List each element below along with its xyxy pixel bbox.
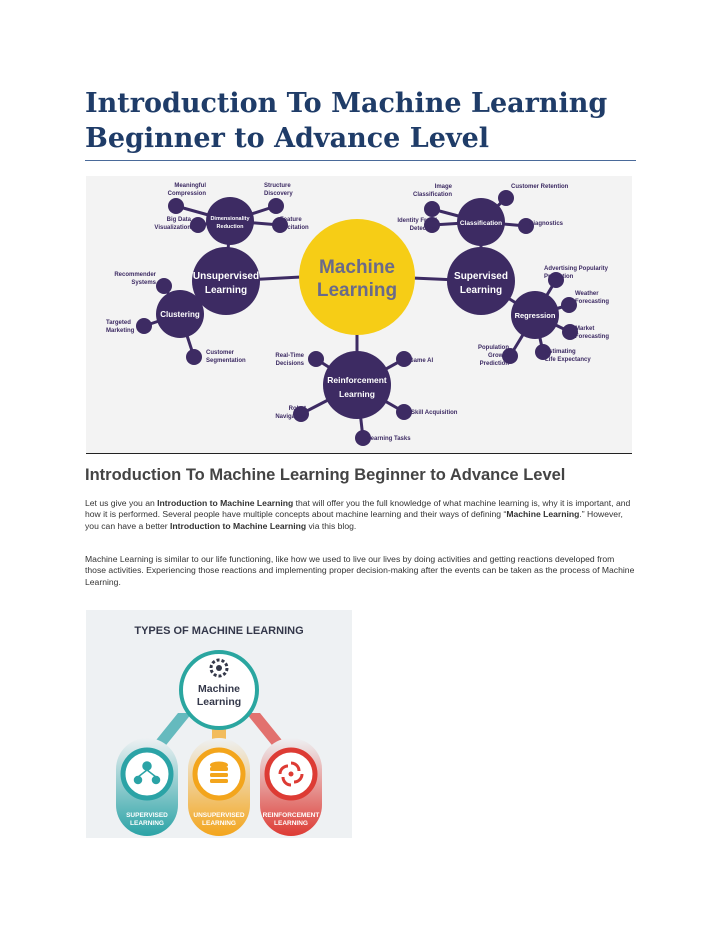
title-line-1: Introduction To Machine Learning [85,88,608,119]
para1-bold-2: Machine Learning [506,509,580,520]
leaf-market-2: Forecasting [575,334,610,340]
reinforcement-label-2: LEARNING [274,820,308,827]
leaf-customer-seg-1: Customer [206,350,235,356]
section-heading: Introduction To Machine Learning Beginner to Advance Level [85,466,566,484]
leaf-population-3: Prediction [479,361,509,367]
unsupervised-label-1: UNSUPERVISED [193,812,245,819]
unsupervised-line-1: Unsupervised [192,271,260,282]
supervised-line-1: Supervised [454,271,508,282]
regression-label: Regression [514,311,556,320]
leaf-market-1: Market [575,326,595,332]
reinforcement-line-2: Learning [339,389,375,399]
types-center-line-1: Machine [197,683,241,695]
leaf-customer-seg-2: Segmentation [206,358,246,364]
leaf-targeted-2: Marketing [106,328,135,334]
leaf-estimating-1: Estimating [545,349,576,355]
leaf-robot-2: Navigation [275,414,306,420]
leaf-realtime-1: Real-Time [275,353,304,359]
leaf-realtime-2: Decisions [275,361,304,367]
leaf-customer-retention: Customer Retention [511,184,569,190]
para1-text-4: via this blog. [306,520,357,531]
leaf-weather-1: Weather [575,291,599,297]
types-center-line-2: Learning [196,696,242,708]
page-title [85,86,645,156]
leaf-identity-1: Identity Fraud [397,218,437,224]
supervised-label-1: SUPERVISED [126,812,168,819]
unsupervised-label-2: LEARNING [202,820,236,827]
leaf-population-2: Growth [488,353,509,359]
reinforcement-line-1: Reinforcement [327,375,387,385]
leaf-feature-1: Feature [280,217,302,223]
leaf-diagnostics: Diagnostics [529,221,564,227]
leaf-targeted-1: Targeted [106,320,131,326]
leaf-meaningful-1: Meaningful [174,183,206,189]
leaf-recommender-1: Recommender [114,272,156,278]
para1-text-2: that will offer you the full knowledge of what machine learning is, why it is important, and how it is performed. Several people have multiple concepts about machine learning and their ways of defining “ [85,498,631,520]
center-line-1: Machine [318,257,396,278]
leaf-weather-2: Forecasting [575,299,610,305]
leaf-structure-1: Structure [264,183,291,189]
leaf-advertising-1: Advertising Popularity [544,266,609,272]
reinforcement-hub [323,351,391,419]
leaf-estimating-2: Life Expectancy [545,357,591,363]
leaf-population-1: Population [478,345,509,351]
para1-bold-3: Introduction to Machine Learning [170,520,307,531]
leaf-learning-tasks: Learning Tasks [367,436,411,442]
title-line-2: Beginner to Advance Level [85,123,490,154]
leaf-advertising-2: Prediction [544,274,574,280]
leaf-meaningful-2: Compression [167,191,206,197]
supervised-line-2: Learning [459,285,503,296]
para1-text-1: Let us give you an [85,498,158,508]
leaf-structure-2: Discovery [264,191,293,197]
types-of-ml-infographic [86,610,352,838]
dimensionality-line-2: Reduction [216,224,244,230]
classification-label: Classification [459,220,503,227]
clustering-label: Clustering [160,310,200,319]
unsupervised-line-2: Learning [204,285,248,296]
leaf-image-class-1: Image [434,184,452,190]
dimensionality-line-1: Dimensionality [210,216,250,222]
title-underline [85,160,636,161]
intro-paragraph [85,498,637,532]
leaf-bigdata-2: Visualization [154,225,191,231]
supervised-label-2: LEARNING [130,820,164,827]
leaf-skill: Skill Acquisition [411,410,458,416]
leaf-game-ai: Game AI [409,358,434,364]
reinforcement-label-1: REINFORCEMENT [262,812,320,819]
para1-text-3: .” However, you can have a better [85,509,623,531]
para1-bold-1: Introduction to Machine Learning [157,498,294,508]
leaf-identity-2: Detection [409,226,437,232]
leaf-recommender-2: Systems [131,280,156,286]
leaf-bigdata-1: Big Data [166,217,191,223]
leaf-robot-1: Robot [288,406,306,412]
supervised-icon-ring [123,750,171,798]
ml-life-paragraph: Machine Learning is similar to our life functioning, like how we used to live our lives by doing activities and getting reactions developed from those activities. Experiencing those reactions and implementing proper decision-making after the events can be taken as the process of Machine Learning. [85,554,635,587]
machine-learning-mind-map [86,176,632,454]
types-title: TYPES OF MACHINE LEARNING [134,625,304,637]
center-line-2: Learning [316,280,398,301]
leaf-image-class-2: Classification [412,192,452,198]
leaf-feature-2: Elicitation [280,225,309,231]
